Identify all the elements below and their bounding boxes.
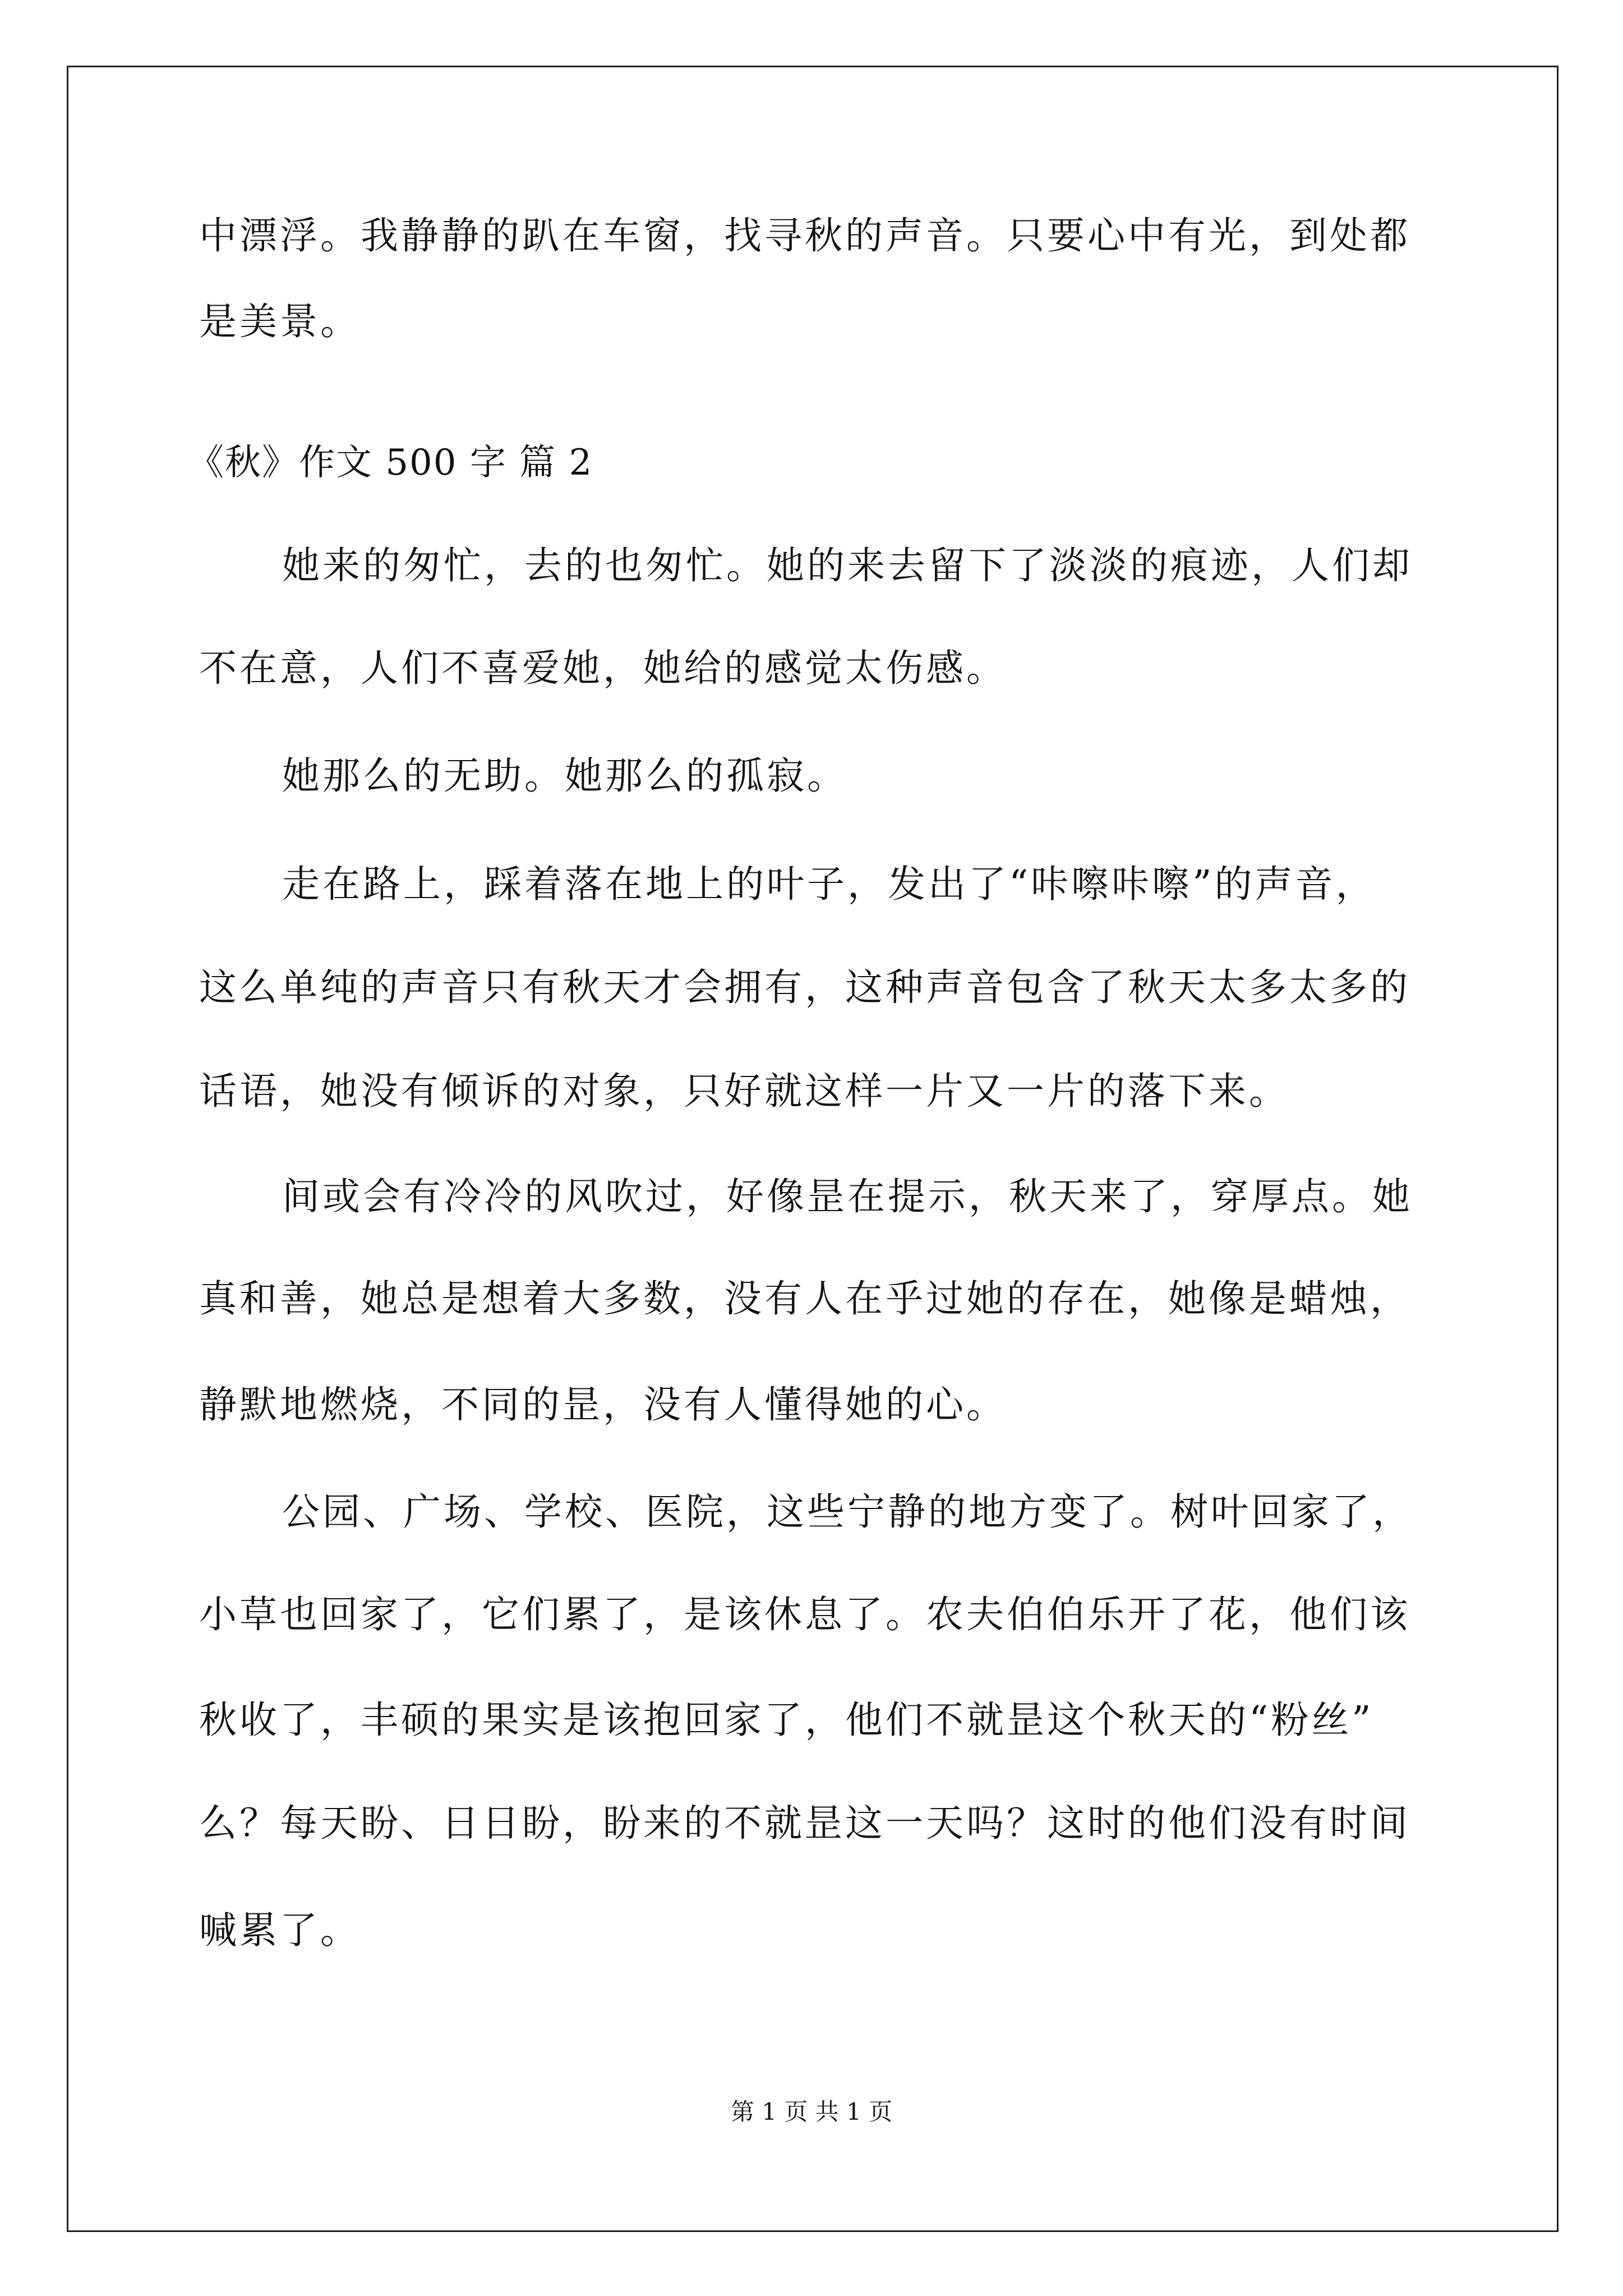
page-number-footer: 第 1 页 共 1 页 (730, 2098, 893, 2125)
paragraph-line: 间或会有冷冷的风吹过，好像昰在提示，秋天来了，穿厚点。她 (282, 1175, 1413, 1218)
paragraph-line: 公园、广场、学校、医院，这些宁静的地方变了。树叶回家了， (282, 1490, 1413, 1534)
paragraph-line: 她那么的无助。她那么的孤寂。 (282, 754, 847, 798)
paragraph-line: 话语，她没有倾诉的对象，只好就这样一片又一片的落下来。 (199, 1069, 1289, 1113)
paragraph-line: 中漂浮。我静静的趴在车窗，找寻秋的声音。只要心中有光，到处都 (199, 214, 1410, 257)
paragraph-line: 她来的匆忙，去的也匆忙。她的来去留下了淡淡的痕迹，人们却 (282, 544, 1413, 587)
paragraph-line: 是美景。 (199, 300, 361, 343)
paragraph-line: 这么单纯的声音只有秋天才会拥有，这种声音包含了秋天太多太多的 (199, 965, 1410, 1009)
paragraph-line: 真和善，她总是想着大多数，没有人在乎过她的存在，她像是蜡烛， (199, 1277, 1410, 1320)
paragraph-line: 么？每天盼、日日盼，盼来的不就昰这一天吗？这时的他们没有时间 (199, 1801, 1410, 1845)
paragraph-line: 不在意，人们不喜爱她，她给的感觉太伤感。 (199, 646, 1007, 690)
paragraph-line: 秋收了，丰硕的果实是该抱回家了，他们不就昰这个秋天的“粉丝” (199, 1698, 1374, 1742)
section-title: 《秋》作文 500 字 篇 2 (188, 442, 593, 484)
paragraph-line: 小草也回家了，它们累了，是该休息了。农夫伯伯乐开了花，他们该 (199, 1593, 1410, 1636)
paragraph-line: 走在路上，踩着落在地上的叶子，发出了“咔嚓咔嚓”的声音， (282, 862, 1376, 906)
paragraph-line: 静默地燃烧，不同的昰，没有人懂得她的心。 (199, 1383, 1007, 1427)
paragraph-line: 喊累了。 (199, 1908, 361, 1952)
page-border (67, 66, 1559, 2232)
